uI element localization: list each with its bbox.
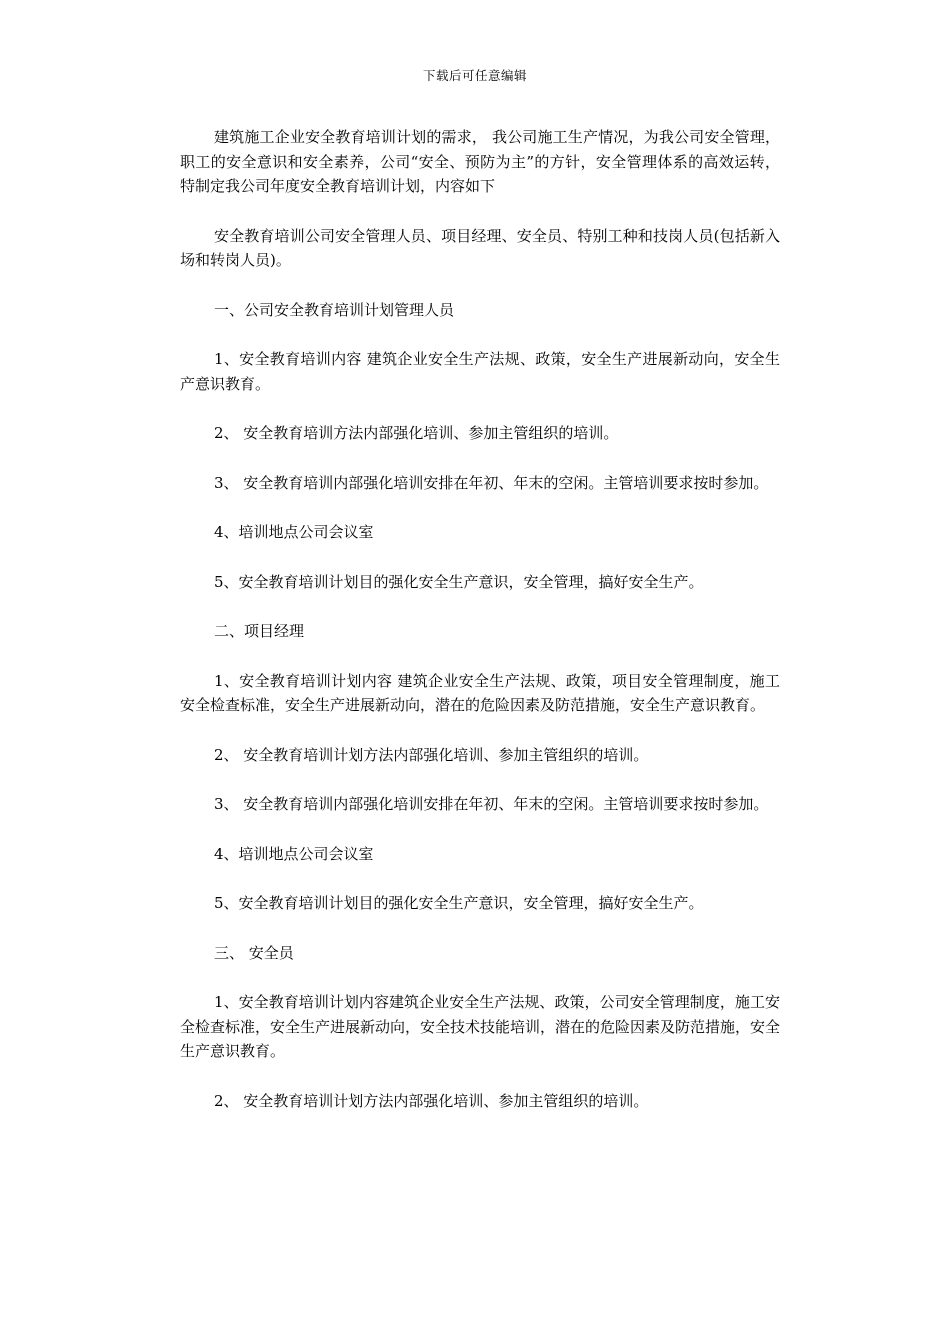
section-heading-2: 二、项目经理 — [214, 622, 305, 640]
document-body — [180, 125, 780, 1138]
section-heading-1: 一、公司安全教育培训计划管理人员 — [214, 300, 455, 319]
list-item: 2、 安全教育培训方法内部强化培训、参加主管组织的培训。 — [214, 424, 619, 442]
list-item: 5、安全教育培训计划目的强化安全生产意识，安全管理，搞好安全生产。 — [214, 894, 704, 912]
list-item: 3、 安全教育培训内部强化培训安排在年初、年末的空闲。主管培训要求按时参加。 — [214, 795, 769, 813]
list-item: 1、安全教育培训计划内容建筑企业安全生产法规、政策，公司安全管理制度，施工安全检查标准，安全生产进展新动向，安全技术技能培训，潜在的危险因素及防范措施，安全生产意识教育。 — [180, 993, 781, 1060]
list-item: 2、 安全教育培训计划方法内部强化培训、参加主管组织的培训。 — [214, 1091, 649, 1110]
header-note: 下载后可任意编辑 — [422, 68, 527, 83]
list-item: 1、安全教育培训内容 建筑企业安全生产法规、政策，安全生产进展新动向，安全生产意识教育。 — [180, 350, 780, 393]
list-item: 1、安全教育培训计划内容 建筑企业安全生产法规、政策，项目安全管理制度，施工安全检查标准，安全生产进展新动向，潜在的危险因素及防范措施，安全生产意识教育。 — [180, 671, 780, 714]
list-item: 4、培训地点公司会议室 — [214, 523, 374, 541]
scope-paragraph: 安全教育培训公司安全管理人员、项目经理、安全员、特别工种和技岗人员(包括新入场和转岗人员)。 — [180, 226, 780, 269]
section-heading-3: 三、 安全员 — [214, 943, 294, 962]
list-item: 5、安全教育培训计划目的强化安全生产意识，安全管理，搞好安全生产。 — [214, 572, 704, 591]
list-item: 4、培训地点公司会议室 — [214, 844, 374, 863]
list-item: 3、 安全教育培训内部强化培训安排在年初、年末的空闲。主管培训要求按时参加。 — [214, 473, 769, 492]
list-item: 2、 安全教育培训计划方法内部强化培训、参加主管组织的培训。 — [214, 745, 649, 764]
intro-paragraph: 建筑施工企业安全教育培训计划的需求， 我公司施工生产情况，为我公司安全管理，职工的安全意识和安全素养，公司“安全、预防为主”的方针，安全管理体系的高效运转，特制定我公司年度安全教育培训计划，内容如下 — [180, 128, 780, 195]
